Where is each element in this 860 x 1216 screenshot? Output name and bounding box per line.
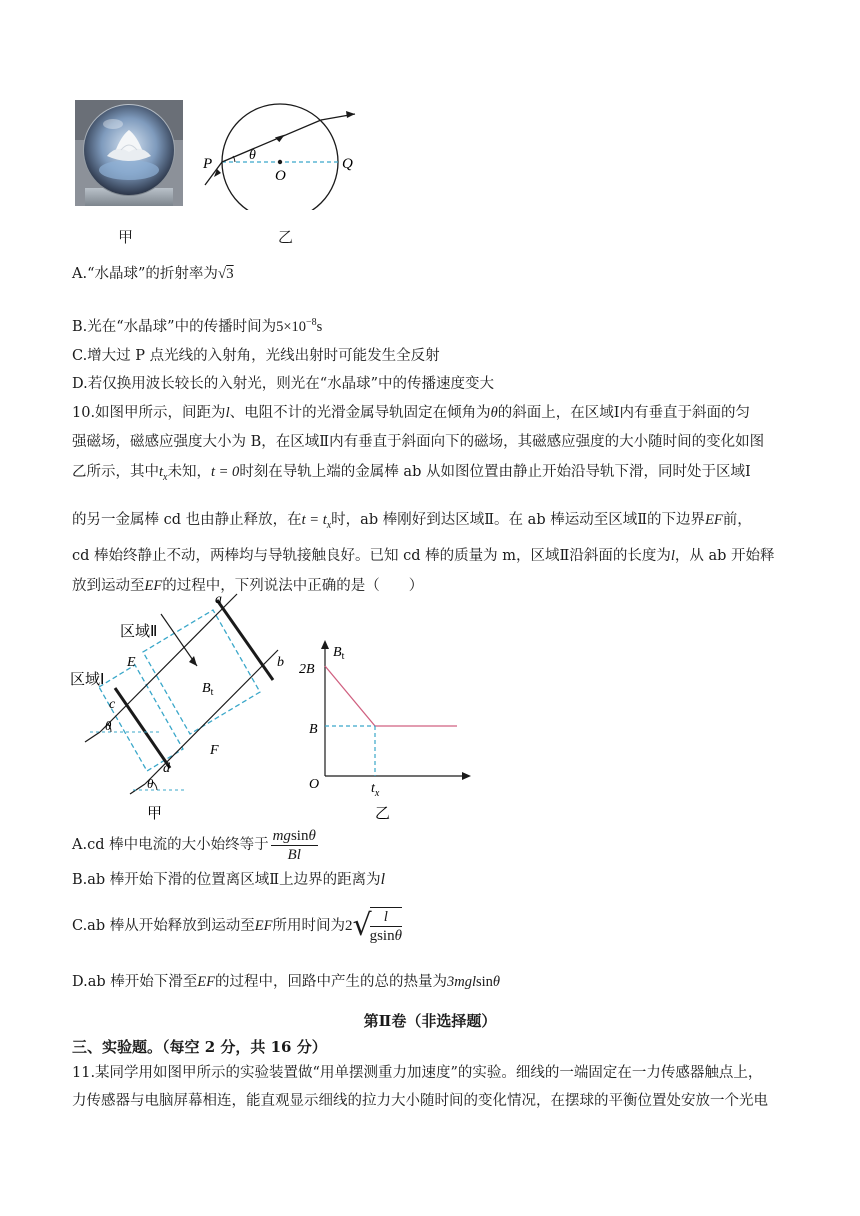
label-d: d — [163, 761, 170, 776]
label-a: a — [215, 592, 222, 607]
origin-o: O — [309, 777, 320, 792]
tick-2b: 2B — [299, 662, 315, 677]
label-b: b — [277, 655, 284, 670]
bt-graph — [295, 636, 475, 826]
caption-fig2: 甲 — [147, 806, 163, 822]
q10-line-5: cd 棒始终静止不动，两棒均与导轨接触良好。已知 cd 棒的质量为 m，区域Ⅱ沿斜面的长度为l，从 ab 开始释 — [72, 548, 775, 564]
refraction-diagram — [195, 80, 370, 210]
label-c: c — [109, 697, 116, 712]
q10-option-c: C.ab 棒从开始释放到运动至EF所用时间为2√ $\frac{l}{gsin\theta}$ — [72, 908, 402, 944]
q9-option-b: B.光在“水晶球”中的传播时间为$5\times 10^{-8}s$ — [72, 317, 323, 335]
q10-line-4: 的另一金属棒 cd 也由静止释放，在$t = t_x$时，ab 棒刚好到达区域Ⅱ。在 ab 棒运动至区域Ⅱ的下边界EF前， — [72, 512, 752, 531]
q9-option-c: C.增大过 P 点光线的入射角，光线出射时可能发生全反射 — [72, 348, 440, 364]
q10-option-d: D.ab 棒开始下滑至EF的过程中，回路中产生的总的热量为3mglsinθ — [72, 974, 501, 990]
q10-line-6: 放到运动至EF的过程中，下列说法中正确的是（ ） — [72, 578, 424, 594]
label-F: F — [210, 743, 219, 758]
rails-diagram — [65, 592, 290, 827]
tick-tx: $t_x$ — [371, 781, 380, 799]
q11-line-1: 11.某同学用如图甲所示的实验装置做“用单摆测重力加速度”的实验。细线的一端固定在一力传感器触点上， — [72, 1065, 763, 1081]
q9-option-a: A.“水晶球”的折射率为√3 — [72, 266, 234, 282]
q10-option-a: A.cd 棒中电流的大小始终等于 $\frac{mgsin\theta}{Bl}$ — [72, 827, 316, 863]
label-theta-2: θ — [147, 776, 154, 791]
label-region-2: 区域Ⅱ — [120, 624, 158, 640]
q9-option-d: D.若仅换用波长较长的入射光，则光在“水晶球”中的传播速度变大 — [72, 376, 495, 392]
label-Bt: $B_t$ — [202, 681, 214, 698]
q10-line-3: 乙所示，其中$t_x$未知，t = 0时刻在导轨上端的金属棒 ab 从如图位置由静止开始沿导轨下滑，同时处于区域Ⅰ — [72, 464, 751, 483]
tick-b: B — [309, 722, 318, 737]
label-E: E — [127, 655, 136, 670]
label-region-1: 区域Ⅰ — [70, 672, 105, 688]
label-P: P — [203, 156, 213, 172]
caption-yi: 乙 — [278, 228, 294, 246]
label-O: O — [275, 168, 286, 184]
q10-option-b: B.ab 棒开始下滑的位置离区域Ⅱ上边界的距离为l — [72, 871, 386, 888]
q11-line-2: 力传感器与电脑屏幕相连，能直观显示细线的拉力大小随时间的变化情况，在摆球的平衡位置处安放一个光电 — [72, 1093, 768, 1109]
section-title: 第Ⅱ卷（非选择题） — [363, 1012, 497, 1030]
part-3-heading: 三、实验题。（每空 2 分，共 16 分） — [72, 1038, 327, 1056]
bt-decreasing-segment — [325, 666, 375, 726]
region-2-box — [143, 610, 260, 734]
caption-jia: 甲 — [118, 228, 134, 246]
crystal-ball-photo — [75, 100, 183, 206]
label-theta: θ — [249, 148, 256, 163]
label-theta-1: θ — [105, 718, 112, 733]
region-1-box — [99, 665, 183, 771]
q10-line-2: 强磁场，磁感应强度大小为 B，在区域Ⅱ内有垂直于斜面向下的磁场，其磁感应强度的大小随时间的变化如图 — [72, 434, 765, 450]
q10-line-1: 10.如图甲所示，间距为l、电阻不计的光滑金属导轨固定在倾角为θ的斜面上，在区域Ⅰ内有垂直于斜面的匀 — [72, 405, 750, 421]
label-Q: Q — [342, 156, 353, 172]
axis-label-bt: $B_t$ — [333, 645, 345, 662]
caption-fig3: 乙 — [375, 806, 391, 822]
